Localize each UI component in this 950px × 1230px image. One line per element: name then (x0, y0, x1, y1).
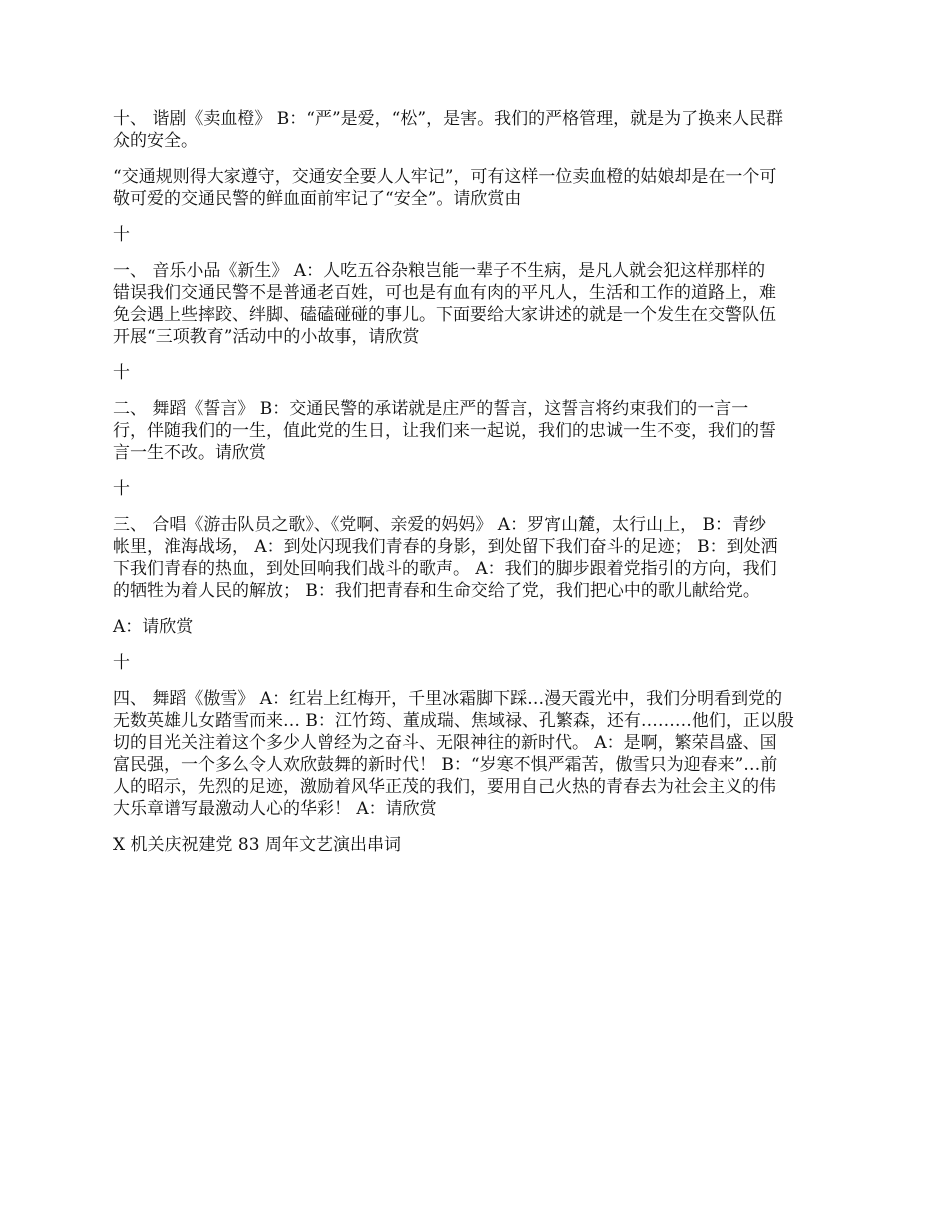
separator-ten-4: 十 (113, 653, 130, 673)
paragraph-traffic-rules: “交通规则得大家遵守，交通安全要人人牢记”，可有这样一位卖血橙的姑娘却是在一个可 敬可爱的交通民警的鲜血面前牢记了“安全”。请欣赏由 (113, 167, 777, 209)
paragraph-3-chorus: 三、 合唱《游击队员之歌》、《党啊、亲爱的妈妈》 A：罗宵山麓，太行山上， B：青纱 帐里，淮海战场， A：到处闪现我们青春的身影，到处留下我们奋斗的足迹； B：到处洒 下我们青春的热血，到处回响我们战斗的歌声。 A：我们的脚步跟着党指引的方向，我们 的牺牲为着人民的解放； B：我们把青春和生命交给了党，我们把心中的歌儿献给党。 (113, 515, 778, 601)
paragraph-4-aoxue: 四、 舞蹈《傲雪》 A：红岩上红梅开，千里冰霜脚下踩…漫天霞光中，我们分明看到党的 无数英雄儿女踏雪而来… B：江竹筠、董成瑞、焦域禄、孔繁森，还有………他们，正以殷 切的目光关注着这个多少人曾经为之奋斗、无限神往的新时代。 A：是啊，繁荣昌盛、国 富民强，一个多么令人欢欣鼓舞的新时代！ B：“岁寒不惧严霜苦，傲雪只为迎春来”…前 人的昭示，先烈的足迹，激励着风华正茂的我们，要用自己火热的青春去为社会主义的伟 大乐章谱写最激动人心的华彩！ A：请欣赏 (113, 689, 794, 819)
document-closing-title: X 机关庆祝建党 83 周年文艺演出串词 (113, 835, 401, 855)
separator-ten-3: 十 (113, 479, 130, 499)
separator-ten-1: 十 (113, 225, 130, 245)
separator-ten-2: 十 (113, 363, 130, 383)
paragraph-2-shiyan: 二、 舞蹈《誓言》 B：交通民警的承诺就是庄严的誓言，这誓言将约束我们的一言一 行，伴随我们的一生，值此党的生日，让我们来一起说，我们的忠诚一生不变，我们的誓 言一生不改。请欣赏 (113, 399, 776, 463)
paragraph-1-xinsheng: 一、 音乐小品《新生》 A：人吃五谷杂粮岂能一辈子不生病，是凡人就会犯这样那样的 错误我们交通民警不是普通老百姓，可也是有血有肉的平凡人，生活和工作的道路上，难 免会遇上些摔跤、绊脚、磕磕碰碰的事儿。下面要给大家讲述的就是一个发生在交警队伍 开展“三项教育”活动中的小故事，请欣赏 (113, 261, 776, 347)
paragraph-please-enjoy: A：请欣赏 (113, 617, 194, 637)
paragraph-10-maixuecheng: 十、 谐剧《卖血橙》 B：“严”是爱，“松”，是害。我们的严格管理，就是为了换来人民群 众的安全。 (113, 109, 784, 151)
